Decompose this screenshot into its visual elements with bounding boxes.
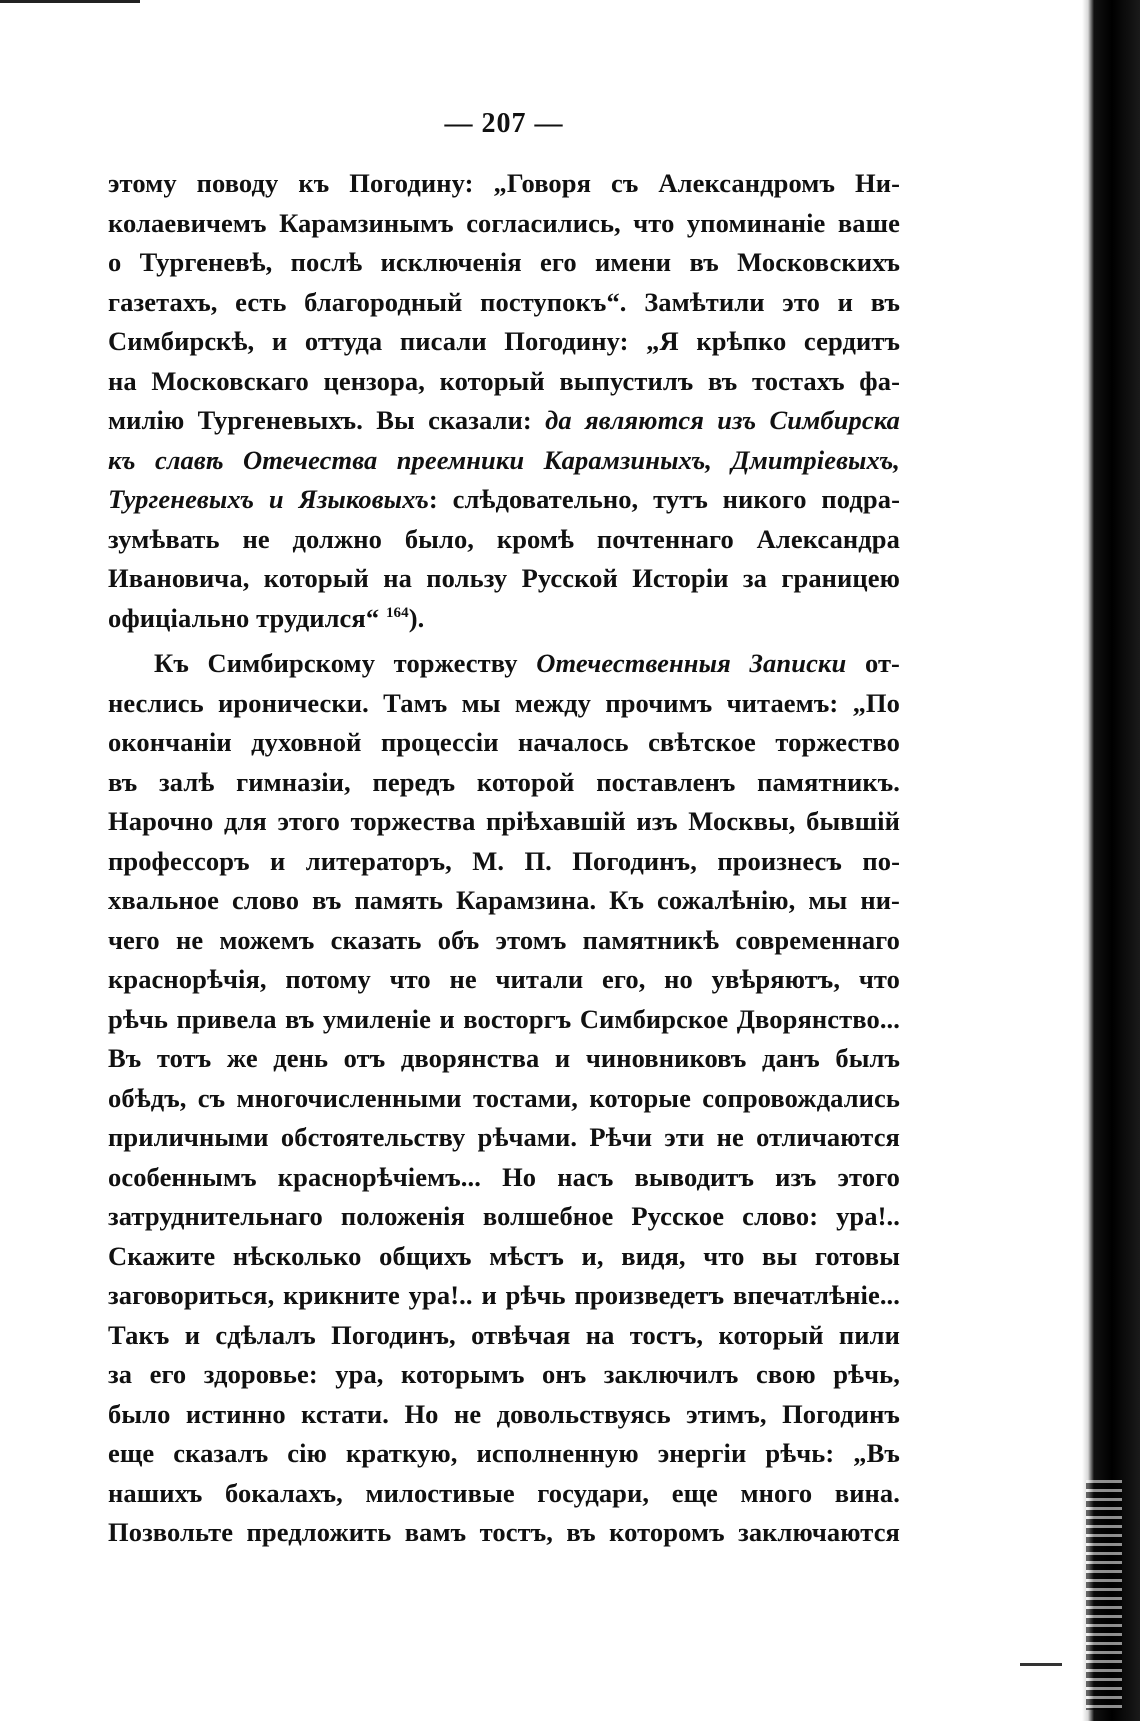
text-line: Въ тотъ же день отъ дворянства и чиновниковъ данъ былъ xyxy=(108,1043,900,1073)
text-line: затруднительнаго положенія волшебное Русское слово: ура!.. xyxy=(108,1201,900,1231)
text-line: за его здоровье: ура, которымъ онъ заключилъ свою рѣчь, xyxy=(108,1359,900,1389)
text-line: о Тургеневѣ, послѣ исключенія его имени въ Московскихъ xyxy=(108,247,900,277)
text-line: краснорѣчія, потому что не читали его, но увѣряютъ, что xyxy=(108,964,900,994)
text-line: газетахъ, есть благородный поступокъ“. Замѣтили это и въ xyxy=(108,286,900,317)
text-line: Симбирскѣ, и оттуда писали Погодину: „Я крѣпко сердитъ xyxy=(108,326,900,356)
text-line: зумѣвать не должно было, кромѣ почтеннаго Александра xyxy=(108,523,900,554)
text-line: еще сказалъ сію краткую, исполненную энергіи рѣчь: „Въ xyxy=(108,1438,900,1468)
text-line xyxy=(108,644,900,684)
text-line: въ залѣ гимназіи, передъ которой поставленъ памятникъ. xyxy=(108,766,900,797)
text-line: нашихъ бокалахъ, милостивые государи, еще много вина. xyxy=(108,1477,900,1508)
text-line xyxy=(108,401,900,441)
text-line: Скажите нѣсколько общихъ мѣстъ и, видя, что вы готовы xyxy=(108,1240,900,1271)
scan-edge-right xyxy=(1082,0,1140,1721)
text-line: заговориться, крикните ура!.. и рѣчь произведетъ впечатлѣніе... xyxy=(108,1280,900,1310)
footnote-marker: 164 xyxy=(385,604,409,621)
paragraph-2 xyxy=(108,644,900,1553)
scan-edge-speckle xyxy=(1086,1480,1122,1710)
text-line: окончаніи духовной процессіи началось свѣтское торжество xyxy=(108,727,900,757)
text-line: Позвольте предложить вамъ тостъ, въ которомъ заключаются xyxy=(108,1517,900,1547)
text-line: обѣдъ, съ многочисленными тостами, которые сопровождались xyxy=(108,1082,900,1113)
text-line: Нарочно для этого торжества пріѣхавшій изъ Москвы, бывшій xyxy=(108,806,900,836)
italic-quote: да являются изъ Симбирска xyxy=(545,405,900,435)
journal-title: Отечественныя Записки xyxy=(536,648,847,678)
text-line: особеннымъ краснорѣчіемъ... Но насъ выводитъ изъ этого xyxy=(108,1161,900,1192)
text-line: колаевичемъ Карамзинымъ согласились, что упоминаніе ваше xyxy=(108,207,900,238)
text-line: Ивановича, который на пользу Русской Исторіи за границею xyxy=(108,563,900,593)
text-line: приличными обстоятельству рѣчами. Рѣчи эти не отличаются xyxy=(108,1122,900,1152)
text-line: неслись иронически. Тамъ мы между прочимъ читаемъ: „По xyxy=(108,687,900,718)
text-line: профессоръ и литераторъ, М. П. Погодинъ, произнесъ по- xyxy=(108,845,900,876)
text-line xyxy=(108,480,900,520)
text-segment: : слѣдовательно, тутъ никого подра- xyxy=(428,484,901,514)
page-number: — 207 — xyxy=(444,108,564,139)
italic-quote-line: къ славѣ Отечества преемники Карамзиныхъ, Дмитріевыхъ, xyxy=(108,444,900,475)
text-line: было истинно кстати. Но не довольствуясь этимъ, Погодинъ xyxy=(108,1398,900,1429)
text-segment: Къ Симбирскому торжеству xyxy=(154,648,518,678)
text-segment: ). xyxy=(408,602,425,633)
text-line: Такъ и сдѣлалъ Погодинъ, отвѣчая на тостъ, который пили xyxy=(108,1319,900,1350)
text-line: хвальное слово въ память Карамзина. Къ сожалѣнію, мы ни- xyxy=(108,885,900,915)
text-segment: милію Тургеневыхъ. Вы сказали: xyxy=(108,405,532,435)
text-line: чего не можемъ сказать объ этомъ памятникѣ современнаго xyxy=(108,924,900,955)
text-line: этому поводу къ Погодину: „Говоря съ Александромъ Ни- xyxy=(108,168,900,198)
paragraph-1 xyxy=(108,164,900,638)
text-line: рѣчь привела въ умиленіе и восторгъ Симбирское Дворянство... xyxy=(108,1003,900,1034)
scan-edge-top xyxy=(0,0,140,3)
book-page xyxy=(108,108,900,1553)
text-line: на Московскаго цензора, который выпустилъ въ тостахъ фа- xyxy=(108,365,900,396)
text-segment: офиціально трудился“ xyxy=(108,602,380,633)
stray-mark xyxy=(1020,1663,1062,1666)
text-line xyxy=(108,599,900,639)
text-segment: от- xyxy=(864,648,900,678)
italic-quote: Тургеневыхъ и Языковыхъ xyxy=(108,484,429,514)
